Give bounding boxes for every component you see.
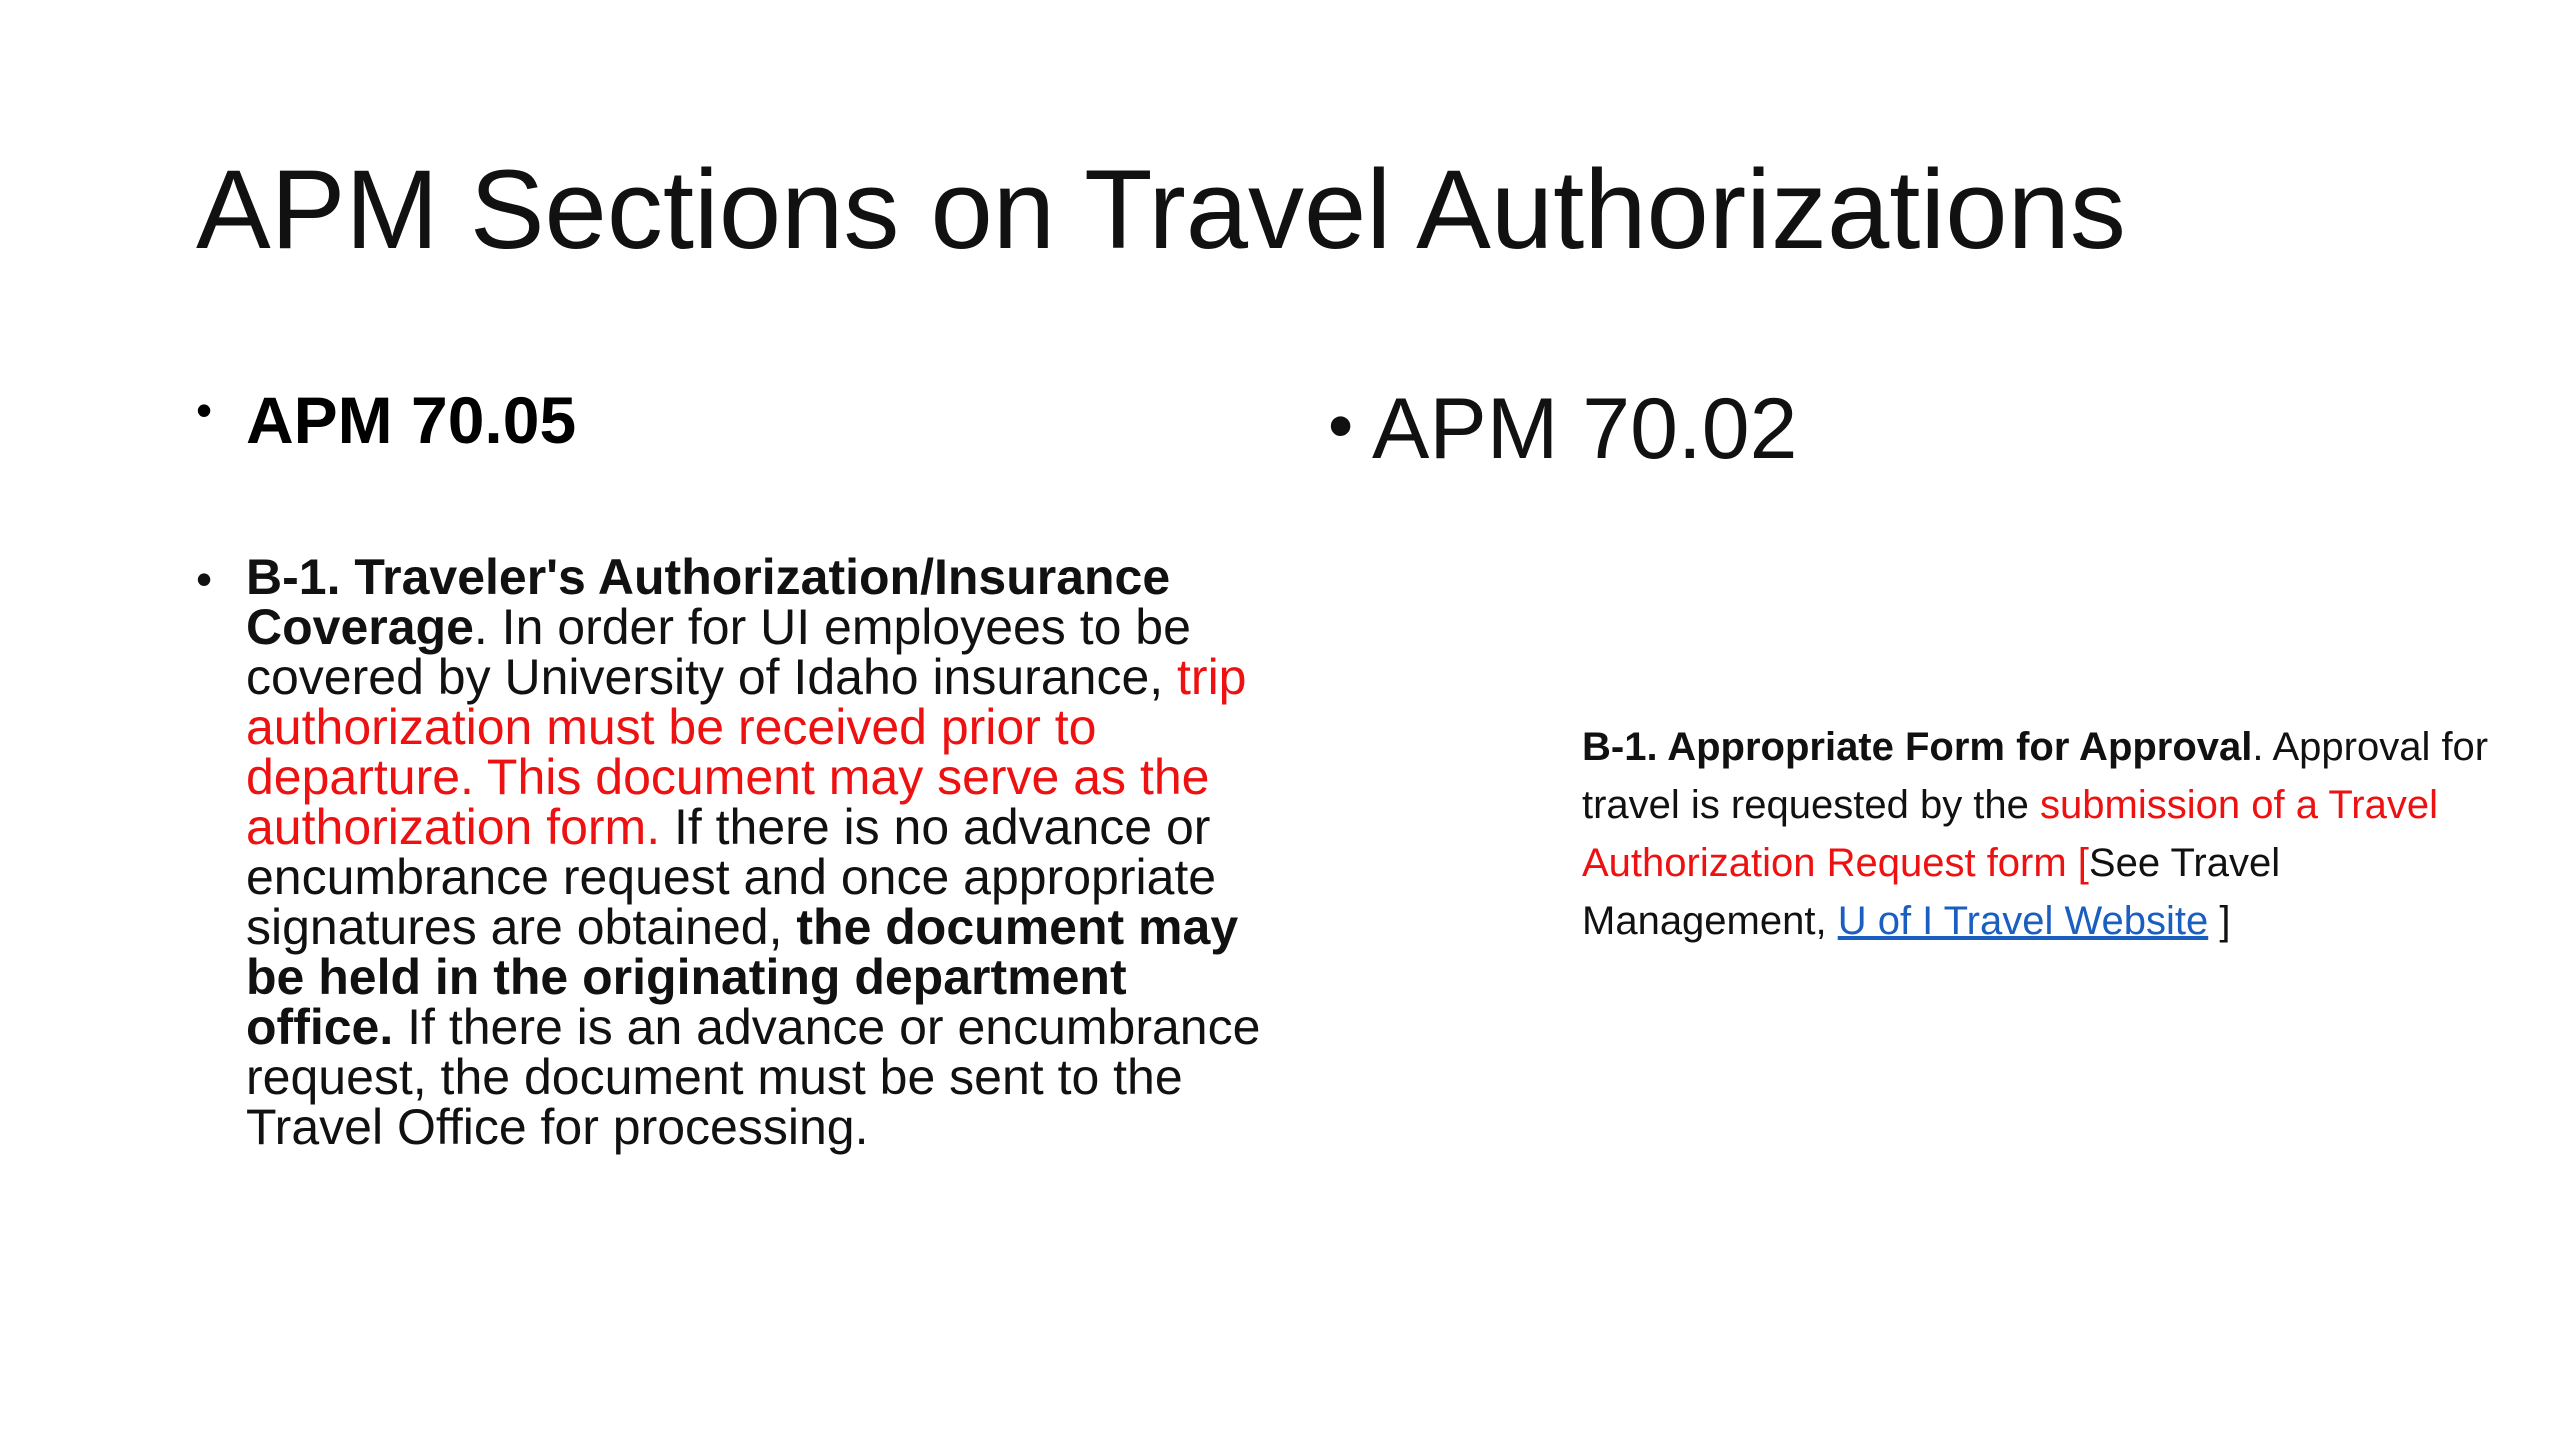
right-body-lead: B-1. Appropriate Form for Approval [1582, 725, 2253, 769]
bullet-icon: • [196, 384, 213, 436]
slide-title: APM Sections on Travel Authorizations [196, 147, 2126, 272]
bullet-icon: • [196, 553, 213, 605]
right-heading-text: APM 70.02 [1372, 381, 1798, 477]
left-body-text-2: If there is no advance or encumbrance request and once appropriate signatures are obtained, [246, 799, 1217, 955]
left-heading [196, 382, 576, 458]
left-body-lead: B-1. Traveler's Authorization/Insurance Coverage [246, 549, 1171, 655]
left-body-paragraph [196, 549, 1286, 1155]
left-body-text [246, 549, 1286, 1155]
right-body-text-3: ] [2208, 899, 2231, 943]
right-body-text-1: Approval for travel is requested by the [1582, 725, 2489, 827]
left-body-red-text: trip authorization must be received prior to departure. This document may serve as the authorization form. [246, 649, 1247, 855]
travel-website-link[interactable]: U of I Travel Website [1837, 899, 2209, 943]
right-body-period: . [2252, 725, 2264, 769]
left-body-bold-text: the document may be held in the originating department office. [246, 899, 1239, 1055]
right-body-text-2: See Travel Management, [1582, 841, 2281, 943]
left-body-text-1: . In order for UI employees to be covered by University of Idaho insurance, [246, 599, 1191, 705]
left-body-text-3: If there is an advance or encumbrance request, the document must be sent to the Travel Office for processing. [246, 999, 1261, 1155]
right-heading [1328, 380, 1797, 479]
right-body-paragraph [1582, 718, 2502, 950]
right-body-red-text: submission of a Travel Authorization Request form [ [1582, 783, 2438, 885]
bullet-icon: • [1328, 385, 1354, 466]
left-heading-text: APM 70.05 [246, 383, 577, 457]
